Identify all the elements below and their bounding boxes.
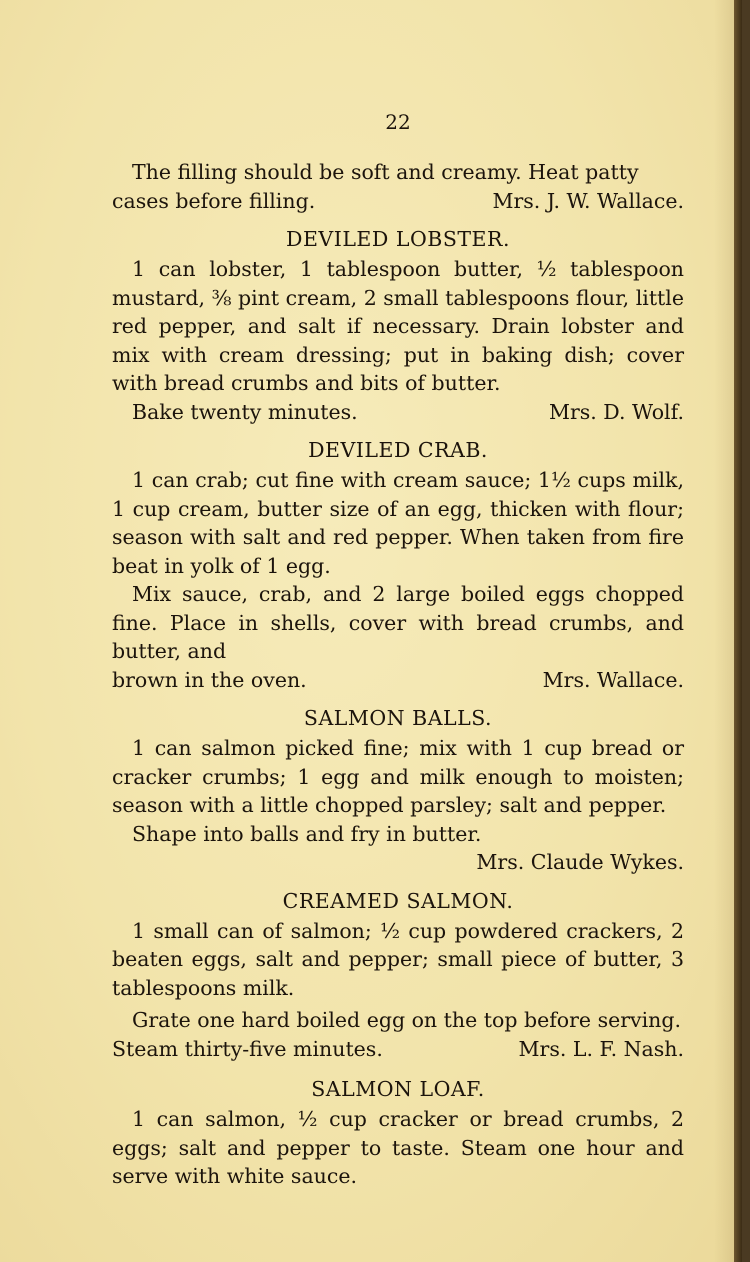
- book-spine: [734, 0, 742, 1262]
- recipe-last-line: [112, 666, 684, 695]
- recipe-body: Grate one hard boiled egg on the top before serving.: [132, 1008, 682, 1032]
- recipe-deviled-crab: [112, 436, 684, 694]
- recipe-title: CREAMED SALMON.: [282, 888, 514, 913]
- intro-text: cases before filling.: [112, 188, 316, 213]
- recipe-signature: Mrs. Claude Wykes.: [476, 850, 684, 874]
- page-content: [112, 108, 684, 1191]
- recipe-deviled-lobster: [112, 225, 684, 426]
- recipe-signature: Mrs. Wallace.: [542, 667, 684, 692]
- intro-paragraph: [112, 158, 684, 215]
- recipe-last-line: [112, 398, 684, 427]
- recipe-title: DEVILED CRAB.: [308, 438, 488, 462]
- recipe-signature: Mrs. L. F. Nash.: [518, 1036, 684, 1061]
- recipe-body: 1 can lobster, 1 tablespoon butter, ½ tablespoon mustard, ⅜ pint cream, 2 small tablespoons flour, little red pepper, and salt if necessary. Drain lobster and mix with cream dressing; put in baking dish; cover with bread crumbs and bits of butter.: [112, 257, 684, 395]
- recipe-text: Steam thirty-five minutes.: [112, 1036, 383, 1061]
- recipe-title: SALMON LOAF.: [311, 1077, 485, 1101]
- recipe-title: DEVILED LOBSTER.: [286, 227, 510, 251]
- recipe-body: Mix sauce, crab, and 2 large boiled eggs chopped fine. Place in shells, cover with bread crumbs, and butter, and: [112, 582, 684, 663]
- recipe-text: Bake twenty minutes.: [132, 399, 358, 424]
- recipe-title: SALMON BALLS.: [303, 706, 493, 730]
- intro-last-line: [112, 187, 684, 216]
- page-number: 22: [385, 110, 411, 134]
- intro-signature: Mrs. J. W. Wallace.: [492, 188, 684, 213]
- recipe-creamed-salmon: [112, 887, 684, 1064]
- recipe-salmon-balls: [112, 704, 684, 877]
- recipe-signature: Mrs. D. Wolf.: [548, 399, 684, 424]
- recipe-last-line: [112, 1035, 684, 1064]
- recipe-salmon-loaf: [112, 1075, 684, 1191]
- recipe-body: 1 can salmon, ½ cup cracker or bread crumbs, 2 eggs; salt and pepper to taste. Steam one hour and serve with white sauce.: [112, 1107, 684, 1188]
- recipe-body: 1 can crab; cut fine with cream sauce; 1½ cups milk, 1 cup cream, butter size of an egg, thicken with flour; season with salt and red pepper. When taken from fire beat in yolk of 1 egg.: [112, 468, 684, 578]
- recipe-body: Shape into balls and fry in butter.: [132, 821, 482, 846]
- intro-line: The filling should be soft and creamy. Heat patty: [132, 160, 639, 184]
- recipe-body: 1 small can of salmon; ½ cup powdered crackers, 2 beaten eggs, salt and pepper; small piece of butter, 3 tablespoons milk.: [112, 918, 684, 1000]
- recipe-text: brown in the oven.: [112, 667, 307, 692]
- recipe-body: 1 can salmon picked fine; mix with 1 cup bread or cracker crumbs; 1 egg and milk enough to moisten; season with a little chopped parsley; salt and pepper.: [112, 736, 684, 817]
